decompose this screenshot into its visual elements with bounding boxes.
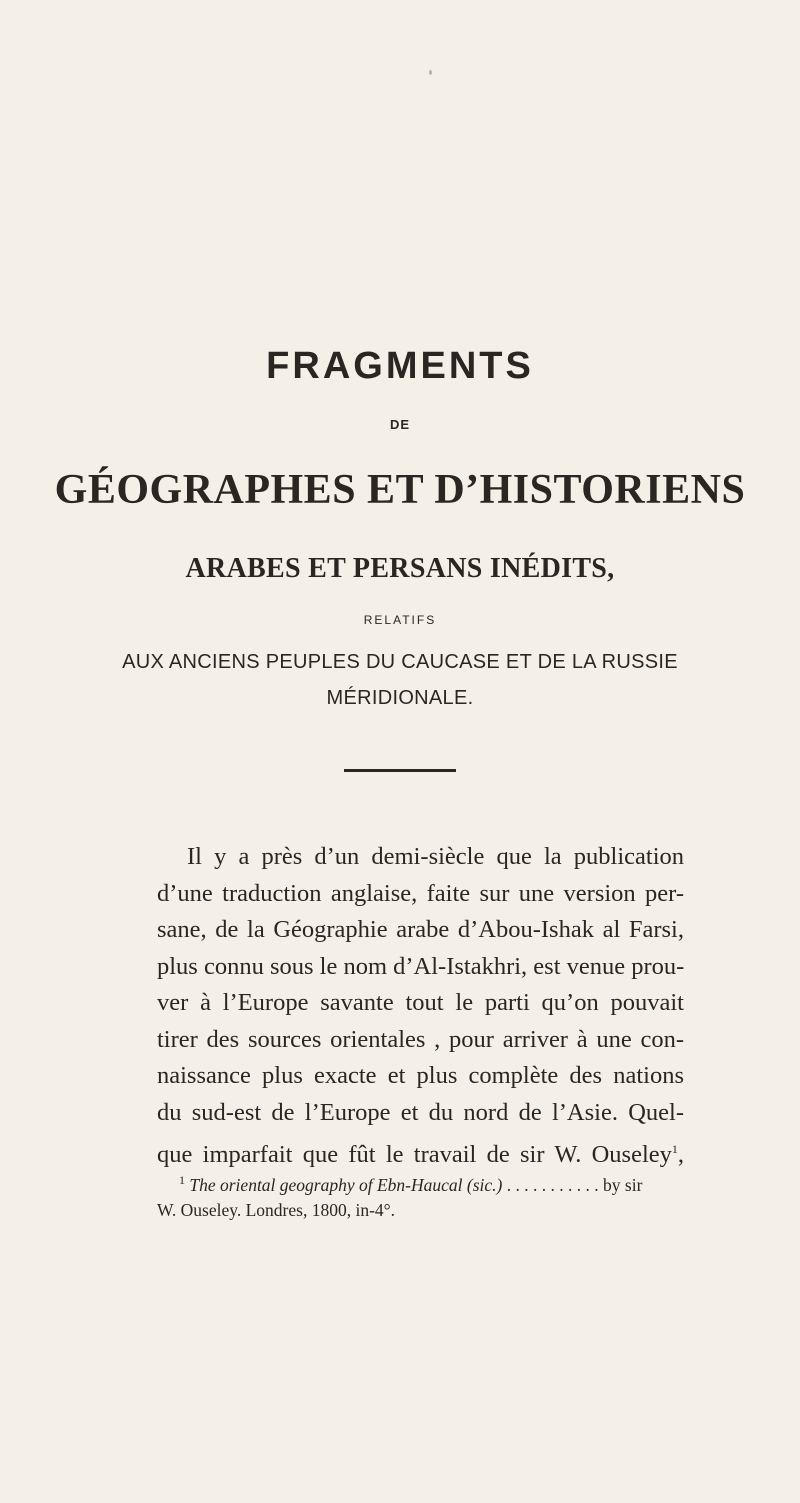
body-line: tirer des sources orientales , pour arriver à une con- (157, 1025, 684, 1053)
footnote-line-2: W. Ouseley. Londres, 1800, in-4°. (157, 1199, 396, 1220)
paper-speck (429, 70, 432, 75)
body-line: du sud-est de l’Europe et du nord de l’Asie. Quel- (157, 1098, 684, 1126)
footnote-number: 1 (179, 1173, 185, 1187)
body-paragraph (157, 839, 684, 1174)
body-line: sane, de la Géographie arabe d’Abou-Ishak al Farsi, (157, 916, 684, 943)
title-line1: AUX ANCIENS PEUPLES DU CAUCASE ET DE LA RUSSIE (122, 651, 678, 673)
footnote-title: The oriental geography of Ebn-Haucal (sic.) (189, 1174, 503, 1195)
title-sub: ARABES ET PERSANS INÉDITS, (185, 553, 615, 584)
footnote-leader: . . . . . . . . . . . (502, 1174, 604, 1195)
body-line: Il y a près d’un demi-siècle que la publication (187, 843, 684, 870)
title-fragments: FRAGMENTS (266, 345, 534, 387)
body-line: d’une traduction anglaise, faite sur une version per- (157, 879, 684, 907)
footnote-reference: 1 (671, 1142, 678, 1156)
title-de: DE (389, 417, 411, 432)
body-line: plus connu sous le nom d’Al-Istakhri, est venue prou- (157, 952, 685, 980)
body-line: ver à l’Europe savante tout le parti qu’on pouvait (157, 989, 684, 1016)
title-relatifs: RELATIFS (363, 613, 437, 627)
footnote-line-1 (157, 1168, 684, 1198)
footnote (157, 1168, 684, 1223)
footnote-by: by sir (603, 1174, 643, 1195)
body-trailing-comma: , (677, 1141, 684, 1169)
divider-rule (344, 769, 456, 772)
title-line2: MÉRIDIONALE. (326, 687, 474, 709)
title-main: GÉOGRAPHES ET D’HISTORIENS (54, 467, 746, 513)
body-line: que imparfait que fût le travail de sir W. Ouseley (157, 1141, 672, 1169)
body-line: naissance plus exacte et plus complète des nations (157, 1062, 684, 1089)
